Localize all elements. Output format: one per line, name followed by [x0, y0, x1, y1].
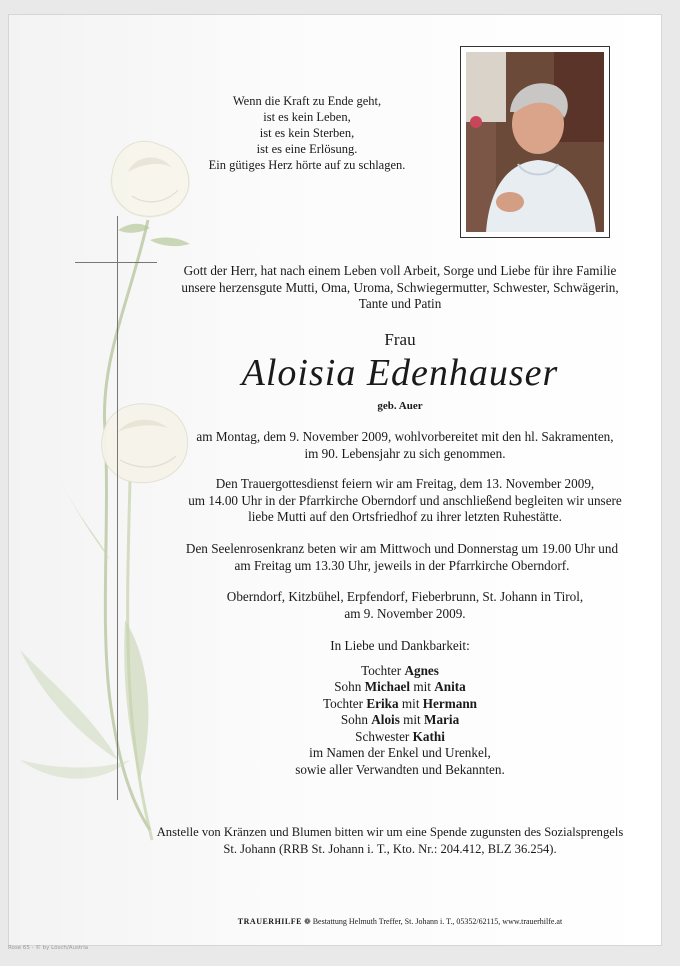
family-member: Schwester Kathi [355, 728, 445, 744]
undertaker-footer [150, 917, 650, 926]
place-line: Oberndorf, Kitzbühel, Erpfendorf, Fieberbrunn, St. Johann in Tirol, [226, 589, 584, 604]
death-line: im 90. Lebensjahr zu sich genommen. [304, 445, 506, 461]
intro-line: Tante und Patin [358, 296, 442, 311]
intro-text [150, 263, 650, 313]
donation-line: Anstelle von Kränzen und Blumen bitten wir um eine Spende zugunsten des Sozialsprengels [156, 825, 624, 839]
footer-symbol-icon: ❁ [303, 917, 311, 926]
undertaker-contact: Bestattung Helmuth Treffer, St. Johann i. T., 05352/62115, www.trauerhilfe.at [312, 917, 563, 926]
funeral-line: liebe Mutti auf den Ortsfriedhof zu ihrer letzten Ruhestätte. [248, 509, 562, 524]
mourners [250, 638, 550, 745]
portrait-image [466, 52, 604, 232]
funeral-line: Den Trauergottesdienst feiern wir am Freitag, dem 13. November 2009, [215, 476, 595, 491]
portrait-photo [460, 46, 610, 238]
relatives-line: sowie aller Verwandten und Bekannten. [295, 761, 505, 777]
donation-note [120, 824, 660, 857]
family-member: Tochter Agnes [361, 662, 439, 678]
funeral-line: um 14.00 Uhr in der Pfarrkirche Oberndorf und anschließend begleiten wir unsere [188, 492, 622, 508]
death-line: am Montag, dem 9. November 2009, wohlvorbereitet mit den hl. Sakramenten, [196, 429, 614, 444]
poem-line: ist es kein Sterben, [259, 126, 355, 140]
salutation: Frau [384, 330, 416, 349]
family-member: Sohn Alois mit Maria [340, 712, 460, 727]
poem-line: Wenn die Kraft zu Ende geht, [232, 94, 382, 108]
rosary-info [150, 541, 654, 574]
relatives-line: im Namen der Enkel und Urenkel, [309, 745, 491, 760]
donation-line: St. Johann (RRB St. Johann i. T., Kto. Nr.: 204.412, BLZ 36.254). [223, 841, 557, 856]
intro-line: unsere herzensgute Mutti, Oma, Uroma, Schwiegermutter, Schwester, Schwägerin, [181, 279, 619, 295]
maiden-name: geb. Auer [377, 400, 423, 412]
copyright-mark: Rose 65 - © by Lösch/Austria [8, 945, 89, 951]
intro-line: Gott der Herr, hat nach einem Leben voll Arbeit, Sorge und Liebe für ihre Familie [183, 263, 617, 278]
poem-line: ist es kein Leben, [263, 110, 351, 124]
death-notice [160, 429, 650, 462]
closing-line: In Liebe und Dankbarkeit: [330, 638, 470, 653]
spacer [250, 655, 550, 663]
undertaker-brand: TRAUERHILFE [237, 917, 302, 926]
poem [180, 93, 434, 173]
funeral-info [155, 476, 655, 526]
relatives [200, 745, 600, 778]
cross-vertical-line [117, 216, 118, 800]
poem-line: ist es eine Erlösung. [256, 142, 358, 156]
place-date [170, 589, 640, 622]
poem-line: Ein gütiges Herz hörte auf zu schlagen. [208, 158, 406, 172]
deceased-name: Aloisia Edenhauser [241, 352, 559, 394]
rosary-line: Den Seelenrosenkranz beten wir am Mittwoch und Donnerstag um 19.00 Uhr und [185, 541, 619, 556]
rosary-line: am Freitag um 13.30 Uhr, jeweils in der Pfarrkirche Oberndorf. [234, 557, 570, 573]
family-member: Sohn Michael mit Anita [334, 679, 466, 694]
date-line: am 9. November 2009. [344, 605, 466, 621]
cross-horizontal-line [75, 262, 157, 263]
family-member: Tochter Erika mit Hermann [322, 695, 478, 711]
